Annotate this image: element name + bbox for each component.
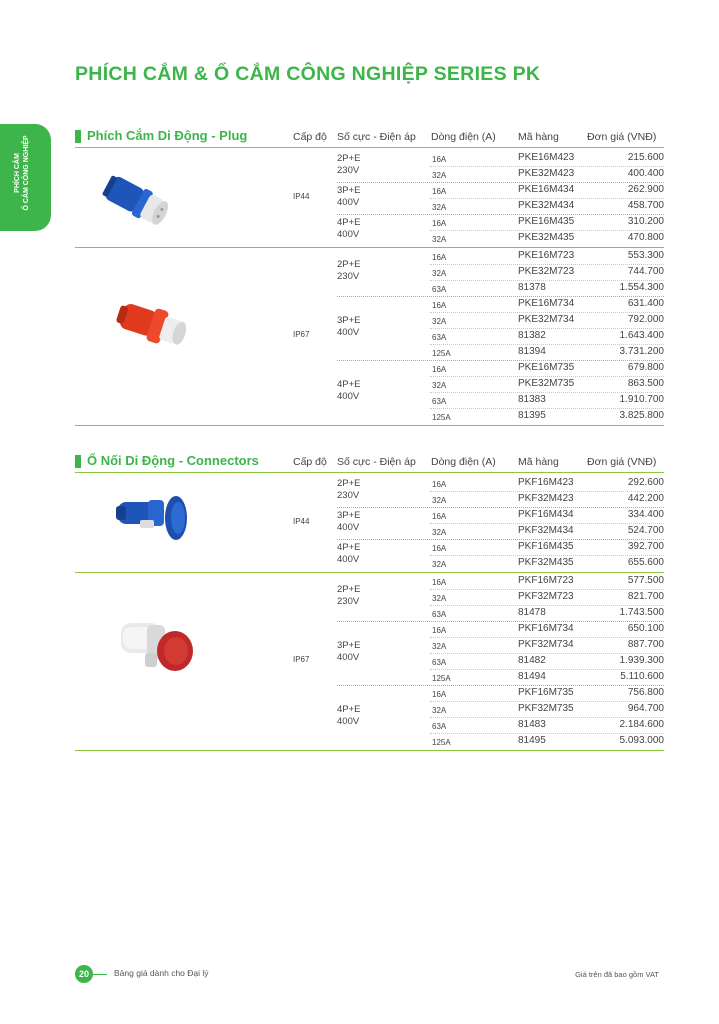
current-cell: 16A <box>432 626 447 635</box>
table-row <box>75 150 664 166</box>
product-code-cell: PKF16M435 <box>518 541 574 552</box>
price-cell: 744.700 <box>627 266 664 277</box>
price-cell: 458.700 <box>627 200 664 211</box>
product-code-cell: PKE32M723 <box>518 266 575 277</box>
current-cell: 16A <box>432 301 447 310</box>
price-cell: 679.800 <box>627 362 664 373</box>
header-rule <box>75 147 664 148</box>
column-header-poles: Số cực - Điện áp <box>337 131 416 143</box>
table-row <box>75 264 664 280</box>
current-cell: 16A <box>432 690 447 699</box>
voltage-cell: 400V <box>337 554 360 565</box>
protection-level-cell: IP67 <box>293 330 310 339</box>
column-header-code: Mã hàng <box>518 131 559 143</box>
product-code-cell: 81495 <box>518 735 546 746</box>
footer-divider <box>93 974 107 975</box>
product-code-cell: PKE32M423 <box>518 168 575 179</box>
price-cell: 334.400 <box>627 509 664 520</box>
product-code-cell: PKF16M735 <box>518 687 574 698</box>
product-code-cell: PKE32M734 <box>518 314 575 325</box>
price-cell: 577.500 <box>627 575 664 586</box>
current-cell: 16A <box>432 365 447 374</box>
poles-cell: 3P+E <box>337 510 361 521</box>
price-cell: 262.900 <box>627 184 664 195</box>
product-code-cell: 81483 <box>518 719 546 730</box>
table-row <box>75 475 664 491</box>
current-cell: 32A <box>432 171 447 180</box>
price-cell: 631.400 <box>627 298 664 309</box>
price-cell: 1.910.700 <box>619 394 664 405</box>
protection-level-cell: IP44 <box>293 192 310 201</box>
connector-ip67-image <box>119 613 197 679</box>
price-cell: 650.100 <box>627 623 664 634</box>
table-row <box>75 555 664 571</box>
table-row <box>75 392 664 408</box>
table-row <box>75 589 664 605</box>
protection-level-cell: IP67 <box>293 655 310 664</box>
table-row <box>75 360 664 376</box>
price-cell: 310.200 <box>627 216 664 227</box>
price-cell: 400.400 <box>627 168 664 179</box>
product-code-cell: PKF32M723 <box>518 591 574 602</box>
voltage-cell: 400V <box>337 652 360 663</box>
current-cell: 16A <box>432 544 447 553</box>
product-code-cell: PKF32M434 <box>518 525 574 536</box>
price-cell: 2.184.600 <box>619 719 664 730</box>
product-code-cell: 81482 <box>518 655 546 666</box>
price-cell: 1.554.300 <box>619 282 664 293</box>
poles-cell: 4P+E <box>337 217 361 228</box>
group-divider <box>75 425 664 426</box>
product-code-cell: 81395 <box>518 410 546 421</box>
current-cell: 32A <box>432 706 447 715</box>
current-cell: 63A <box>432 722 447 731</box>
current-cell: 125A <box>432 349 451 358</box>
plug-ip44-image <box>99 168 175 238</box>
table-row <box>75 280 664 296</box>
column-header-price: Đơn giá (VNĐ) <box>587 131 657 143</box>
price-cell: 470.800 <box>627 232 664 243</box>
current-cell: 125A <box>432 413 451 422</box>
price-cell: 292.600 <box>627 477 664 488</box>
price-cell: 5.093.000 <box>619 735 664 746</box>
current-cell: 32A <box>432 235 447 244</box>
side-tab-label <box>13 125 31 221</box>
product-code-cell: PKF32M734 <box>518 639 574 650</box>
table-row <box>75 376 664 392</box>
poles-cell: 2P+E <box>337 584 361 595</box>
product-code-cell: PKF16M434 <box>518 509 574 520</box>
current-cell: 32A <box>432 642 447 651</box>
poles-cell: 3P+E <box>337 640 361 651</box>
current-cell: 63A <box>432 285 447 294</box>
section-title: Phích Cắm Di Động - Plug <box>87 128 248 143</box>
footer-left-text: Bảng giá dành cho Đại lý <box>114 968 209 978</box>
voltage-cell: 230V <box>337 165 360 176</box>
table-row <box>75 733 664 749</box>
table-row <box>75 408 664 424</box>
section-header <box>75 453 664 471</box>
group-divider <box>75 750 664 751</box>
price-cell: 792.000 <box>627 314 664 325</box>
side-tab-line1: PHÍCH CẮM <box>14 153 21 193</box>
price-cell: 821.700 <box>627 591 664 602</box>
current-cell: 16A <box>432 253 447 262</box>
column-header-level: Cấp độ <box>293 456 327 468</box>
table-row <box>75 717 664 733</box>
current-cell: 16A <box>432 512 447 521</box>
section-title: Ổ Nối Di Động - Connectors <box>87 453 259 468</box>
product-code-cell: PKE32M434 <box>518 200 575 211</box>
current-cell: 16A <box>432 187 447 196</box>
current-cell: 32A <box>432 560 447 569</box>
current-cell: 63A <box>432 610 447 619</box>
column-header-price: Đơn giá (VNĐ) <box>587 456 657 468</box>
voltage-cell: 230V <box>337 596 360 607</box>
table-row <box>75 248 664 264</box>
price-cell: 863.500 <box>627 378 664 389</box>
table-row <box>75 701 664 717</box>
column-header-current: Dòng điện (A) <box>431 456 496 468</box>
voltage-cell: 400V <box>337 522 360 533</box>
column-header-code: Mã hàng <box>518 456 559 468</box>
footer-right-text: Giá trên đã bao gồm VAT <box>575 970 659 979</box>
current-cell: 32A <box>432 381 447 390</box>
section-header <box>75 128 664 146</box>
price-cell: 964.700 <box>627 703 664 714</box>
price-cell: 1.939.300 <box>619 655 664 666</box>
section-marker <box>75 130 81 143</box>
price-cell: 655.600 <box>627 557 664 568</box>
current-cell: 125A <box>432 674 451 683</box>
voltage-cell: 400V <box>337 197 360 208</box>
page-title: PHÍCH CẮM & Ổ CẮM CÔNG NGHIỆP SERIES PK <box>75 63 541 85</box>
current-cell: 16A <box>432 578 447 587</box>
product-code-cell: PKE16M723 <box>518 250 575 261</box>
product-code-cell: PKE16M423 <box>518 152 575 163</box>
price-cell: 1.743.500 <box>619 607 664 618</box>
current-cell: 125A <box>432 738 451 747</box>
poles-cell: 2P+E <box>337 153 361 164</box>
plug-ip67-image <box>114 296 194 358</box>
protection-level-cell: IP44 <box>293 517 310 526</box>
price-cell: 442.200 <box>627 493 664 504</box>
product-code-cell: 81478 <box>518 607 546 618</box>
poles-cell: 3P+E <box>337 185 361 196</box>
price-cell: 1.643.400 <box>619 330 664 341</box>
current-cell: 32A <box>432 203 447 212</box>
current-cell: 32A <box>432 269 447 278</box>
price-cell: 5.110.600 <box>620 671 664 682</box>
voltage-cell: 400V <box>337 391 360 402</box>
price-cell: 887.700 <box>627 639 664 650</box>
product-code-cell: PKE16M435 <box>518 216 575 227</box>
current-cell: 32A <box>432 528 447 537</box>
product-code-cell: PKE16M434 <box>518 184 575 195</box>
column-header-poles: Số cực - Điện áp <box>337 456 416 468</box>
product-code-cell: 81378 <box>518 282 546 293</box>
current-cell: 63A <box>432 658 447 667</box>
voltage-cell: 400V <box>337 716 360 727</box>
current-cell: 32A <box>432 496 447 505</box>
product-code-cell: PKE32M435 <box>518 232 575 243</box>
product-code-cell: PKF16M723 <box>518 575 574 586</box>
price-cell: 215.600 <box>627 152 664 163</box>
table-row <box>75 573 664 589</box>
product-code-cell: PKF32M435 <box>518 557 574 568</box>
current-cell: 32A <box>432 594 447 603</box>
product-code-cell: PKF16M423 <box>518 477 574 488</box>
page-number: 20 <box>75 965 93 983</box>
poles-cell: 2P+E <box>337 259 361 270</box>
column-header-level: Cấp độ <box>293 131 327 143</box>
price-cell: 3.825.800 <box>619 410 664 421</box>
product-code-cell: 81494 <box>518 671 546 682</box>
product-code-cell: PKF16M734 <box>518 623 574 634</box>
price-cell: 756.800 <box>627 687 664 698</box>
table-row <box>75 685 664 701</box>
product-code-cell: PKE32M735 <box>518 378 575 389</box>
product-code-cell: PKF32M423 <box>518 493 574 504</box>
product-code-cell: PKE16M735 <box>518 362 575 373</box>
current-cell: 16A <box>432 219 447 228</box>
current-cell: 16A <box>432 480 447 489</box>
poles-cell: 4P+E <box>337 379 361 390</box>
price-cell: 553.300 <box>627 250 664 261</box>
current-cell: 63A <box>432 333 447 342</box>
current-cell: 32A <box>432 317 447 326</box>
price-cell: 3.731.200 <box>619 346 664 357</box>
product-code-cell: 81383 <box>518 394 546 405</box>
price-cell: 392.700 <box>627 541 664 552</box>
voltage-cell: 400V <box>337 327 360 338</box>
product-code-cell: PKE16M734 <box>518 298 575 309</box>
column-header-current: Dòng điện (A) <box>431 131 496 143</box>
voltage-cell: 230V <box>337 271 360 282</box>
poles-cell: 4P+E <box>337 704 361 715</box>
price-cell: 524.700 <box>627 525 664 536</box>
side-tab-line2: Ổ CẮM CÔNG NGHIỆP <box>23 135 30 211</box>
header-rule <box>75 472 664 473</box>
voltage-cell: 230V <box>337 490 360 501</box>
poles-cell: 2P+E <box>337 478 361 489</box>
poles-cell: 4P+E <box>337 542 361 553</box>
poles-cell: 3P+E <box>337 315 361 326</box>
section-marker <box>75 455 81 468</box>
connector-ip44-image <box>114 490 194 546</box>
product-code-cell: 81394 <box>518 346 546 357</box>
product-code-cell: PKF32M735 <box>518 703 574 714</box>
voltage-cell: 400V <box>337 229 360 240</box>
product-code-cell: 81382 <box>518 330 546 341</box>
current-cell: 63A <box>432 397 447 406</box>
current-cell: 16A <box>432 155 447 164</box>
